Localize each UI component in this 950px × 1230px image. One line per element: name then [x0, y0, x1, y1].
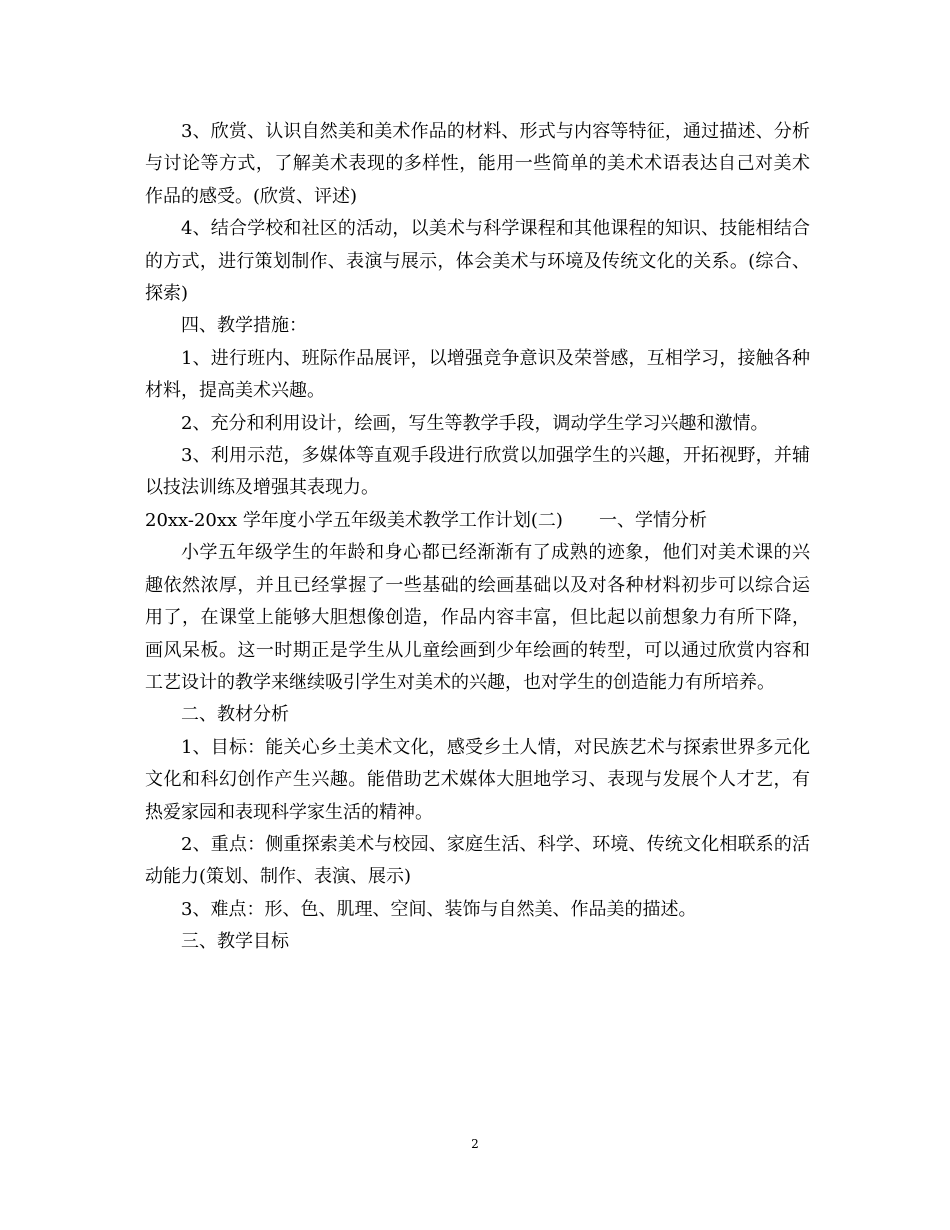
paragraph-appreciation-goal: 3、欣赏、认识自然美和美术作品的材料、形式与内容等特征，通过描述、分析与讨论等方式，了解美术表现的多样性，能用一些简单的美术术语表达自己对美术作品的感受。(欣赏、评述) — [145, 121, 810, 207]
heading-teaching-measures: 四、教学措施： — [181, 315, 307, 337]
paragraph-difficulties: 3、难点：形、色、肌理、空间、装饰与自然美、作品美的描述。 — [181, 898, 697, 920]
paragraph-measure-1: 1、进行班内、班际作品展评，以增强竞争意识及荣誉感，互相学习，接触各种材料，提高美术兴趣。 — [145, 347, 810, 402]
paragraph-student-analysis: 小学五年级学生的年龄和身心都已经渐渐有了成熟的迹象，他们对美术课的兴趣依然浓厚，并且已经掌握了一些基础的绘画基础以及对各种材料初步可以综合运用了，在课堂上能够大胆想像创造，作品内容丰富，但比起以前想象力有所下降，画风呆板。这一时期正是学生从儿童绘画到少年绘画的转型，可以通过欣赏内容和工艺设计的教学来继续吸引学生对美术的兴趣，也对学生的创造能力有所培养。 — [145, 542, 810, 693]
document-body — [145, 116, 810, 959]
paragraph-key-points: 2、重点：侧重探索美术与校园、家庭生活、科学、环境、传统文化相联系的活动能力(策划、制作、表演、展示) — [145, 833, 810, 888]
paragraph-comprehensive-goal: 4、结合学校和社区的活动，以美术与科学课程和其他课程的知识、技能相结合的方式，进行策划制作、表演与展示，体会美术与环境及传统文化的关系。(综合、探索) — [145, 218, 810, 305]
page-number: 2 — [471, 1137, 479, 1151]
paragraph-measure-2: 2、充分和利用设计，绘画，写生等教学手段，调动学生学习兴趣和激情。 — [181, 412, 769, 434]
paragraph-goal: 1、目标：能关心乡土美术文化，感受乡土人情，对民族艺术与探索世界多元化文化和科幻创作产生兴趣。能借助艺术媒体大胆地学习、表现与发展个人才艺，有热爱家园和表现科学家生活的精神。 — [145, 736, 810, 823]
heading-material-analysis: 二、教材分析 — [181, 704, 289, 726]
paragraph-measure-3: 3、利用示范，多媒体等直观手段进行欣赏以加强学生的兴趣，开拓视野，并辅以技法训练及增强其表现力。 — [145, 445, 810, 499]
heading-teaching-objectives: 三、教学目标 — [181, 931, 289, 953]
plan-title-line: 20xx-20xx 学年度小学五年级美术教学工作计划(二) 一、学情分析 — [145, 509, 707, 531]
